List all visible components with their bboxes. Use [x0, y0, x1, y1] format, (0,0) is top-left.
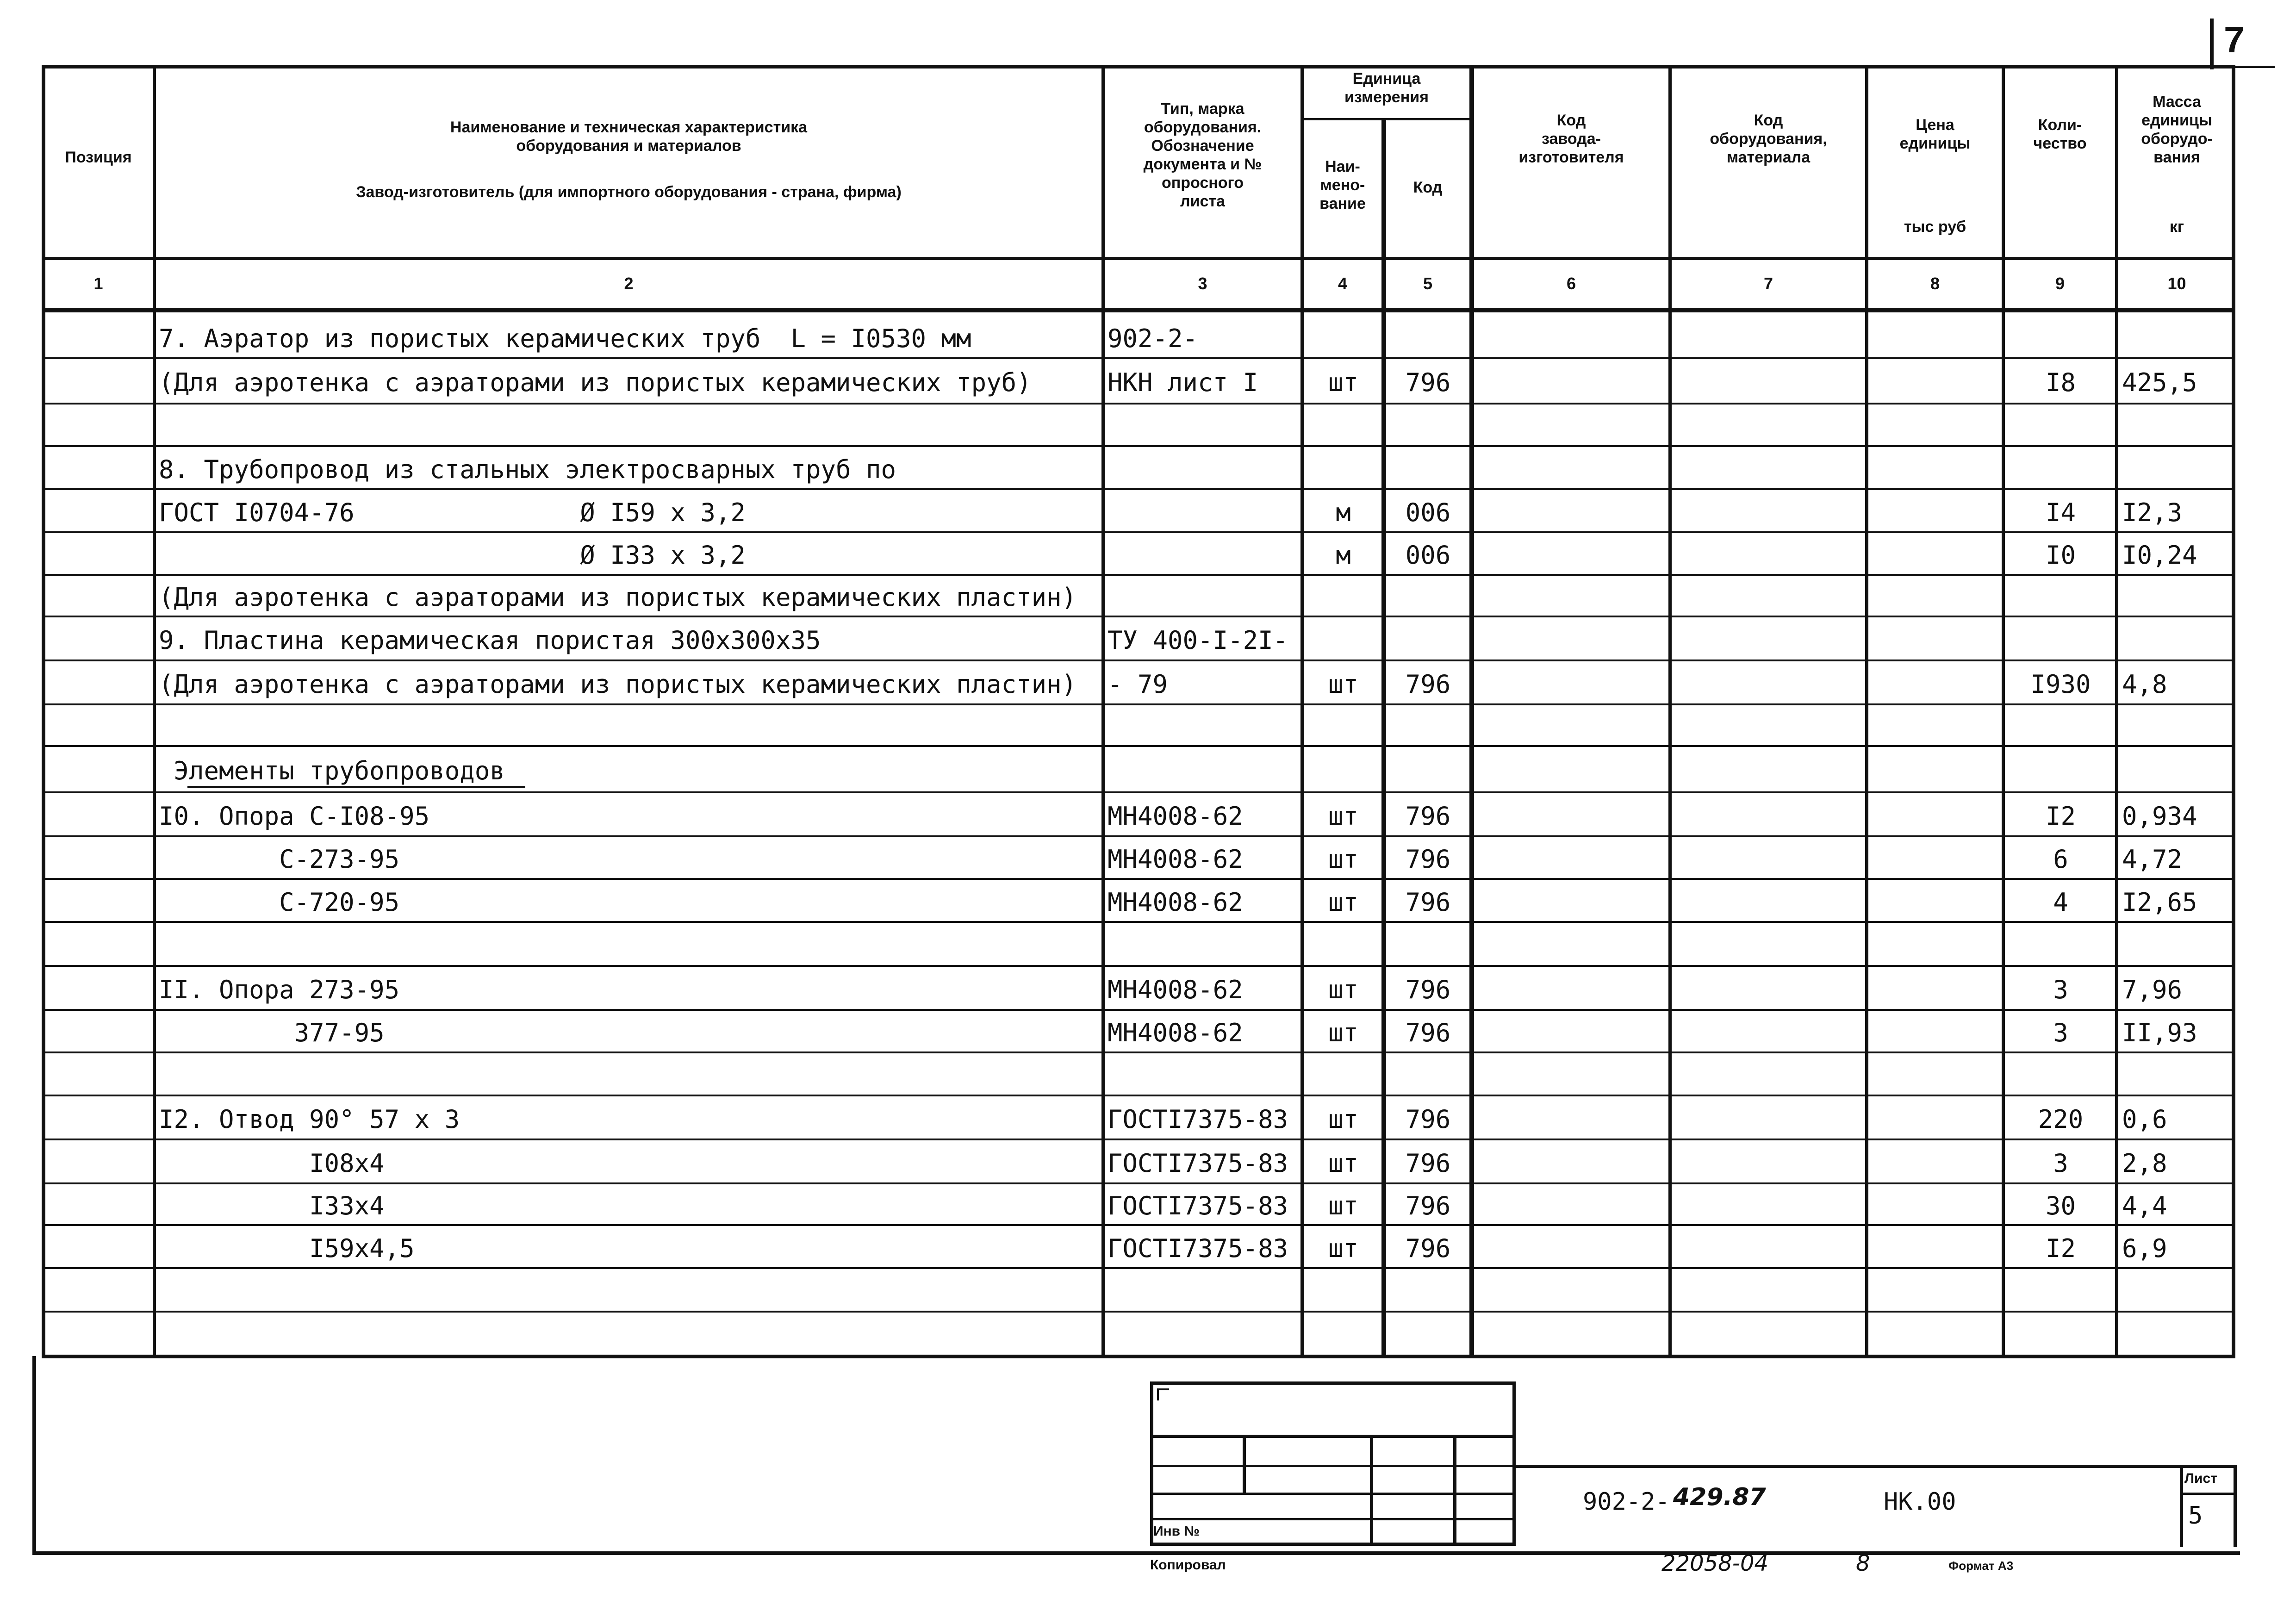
header-plant-code: Код завода- изготовителя	[1518, 112, 1624, 166]
row-unit: шт	[1328, 1233, 1359, 1263]
section-title-underline	[187, 786, 525, 788]
row-mass: 0,934	[2122, 801, 2197, 831]
row-quantity: 6	[2053, 845, 2068, 874]
stamp-doc-code-handwritten: 429.87	[1673, 1483, 1766, 1511]
col-line-1	[153, 65, 156, 1358]
row-unit-code: 796	[1405, 845, 1451, 874]
row-quantity: 30	[2045, 1191, 2076, 1220]
row-name: 8. Трубопровод из стальных электросварных труб по	[159, 454, 896, 484]
stamp-format-label: Формат А3	[1948, 1559, 2014, 1573]
row-name: I33x4	[159, 1191, 385, 1220]
row-mass: I2,65	[2122, 887, 2197, 917]
header-unit-group: Единица измерения	[1344, 70, 1429, 106]
row-unit-code: 796	[1405, 975, 1451, 1004]
row-mass: 425,5	[2122, 368, 2197, 397]
row-name: С-273-95	[159, 845, 400, 874]
row-name: 377-95	[159, 1018, 385, 1047]
row-type: МН4008-62	[1108, 845, 1243, 874]
col-number: 10	[2167, 274, 2186, 293]
row-name: ГОСТ I0704-76 Ø I59 x 3,2	[159, 498, 746, 527]
row-type: - 79	[1108, 669, 1168, 699]
col-line-6	[1668, 65, 1672, 1358]
stamp-corner-mark	[1157, 1388, 1169, 1400]
row-mass: 4,72	[2122, 845, 2183, 874]
row-separator	[42, 531, 2235, 533]
stamp-hand-note: 22058-04	[1661, 1550, 1769, 1576]
page-number-bar	[2210, 19, 2214, 69]
row-unit: шт	[1328, 368, 1359, 397]
stamp-section: НК.00	[1884, 1488, 1956, 1516]
row-unit-code: 796	[1405, 887, 1451, 917]
row-unit-code: 796	[1405, 669, 1451, 699]
row-type: ГОСТI7375-83	[1108, 1104, 1288, 1134]
col-line-2	[1101, 65, 1105, 1358]
row-unit: шт	[1328, 1148, 1359, 1178]
stamp-doc-code: 902-2-	[1583, 1488, 1670, 1516]
header-price-unit: тыс руб	[1904, 218, 1966, 236]
col-line-8	[2002, 65, 2005, 1358]
row-separator	[42, 835, 2235, 837]
row-quantity: I4	[2045, 498, 2076, 527]
header-equipment-code: Код оборудования, материала	[1710, 112, 1827, 166]
row-separator	[42, 1009, 2235, 1011]
col-number: 4	[1338, 274, 1348, 293]
row-mass: 2,8	[2122, 1148, 2167, 1178]
row-unit: шт	[1328, 1018, 1359, 1047]
row-unit: м	[1336, 498, 1351, 527]
row-type: МН4008-62	[1108, 801, 1243, 831]
row-unit-code: 796	[1405, 1018, 1451, 1047]
row-type: МН4008-62	[1108, 887, 1243, 917]
row-name: I08x4	[159, 1148, 385, 1178]
row-separator	[42, 488, 2235, 490]
row-name: 9. Пластина керамическая пористая 300x300x35	[159, 625, 821, 655]
row-separator	[42, 357, 2235, 359]
colnum-bottom-line	[42, 308, 2235, 312]
row-unit: шт	[1328, 801, 1359, 831]
row-name: (Для аэротенка с аэраторами из пористых керамических пластин)	[159, 583, 1077, 612]
row-separator	[42, 616, 2235, 617]
col-number: 2	[624, 274, 634, 293]
col-number: 7	[1763, 274, 1773, 293]
stamp-sheet-divider	[2180, 1465, 2183, 1547]
header-manufacturer: Завод-изготовитель (для импортного оборудования - страна, фирма)	[356, 183, 902, 201]
row-quantity: I2	[2045, 801, 2076, 831]
row-type: ГОСТI7375-83	[1108, 1191, 1288, 1220]
col-number: 1	[93, 274, 103, 293]
row-separator	[42, 1182, 2235, 1184]
col-number: 8	[1930, 274, 1940, 293]
row-separator	[42, 403, 2235, 404]
row-mass: I2,3	[2122, 498, 2183, 527]
stamp-sheet-number: 5	[2188, 1502, 2203, 1530]
stamp-grid-line	[1150, 1493, 1516, 1495]
stamp-small-grid	[1150, 1381, 1516, 1546]
col-line-7	[1865, 65, 1868, 1358]
row-unit-code: 796	[1405, 1148, 1451, 1178]
header-type: Тип, марка оборудования. Обозначение документа и № опросного листа	[1143, 100, 1262, 210]
row-separator	[42, 1139, 2235, 1140]
row-separator	[42, 878, 2235, 880]
row-quantity: I8	[2045, 368, 2076, 397]
row-quantity: 4	[2053, 887, 2068, 917]
row-quantity: I2	[2045, 1233, 2076, 1263]
row-name: Элементы трубопроводов	[159, 756, 505, 785]
stamp-sheet-label: Лист	[2184, 1471, 2217, 1486]
header-quantity: Коли- чество	[2033, 116, 2087, 152]
row-type: МН4008-62	[1108, 1018, 1243, 1047]
row-quantity: 220	[2038, 1104, 2084, 1134]
row-type: НКН лист I	[1108, 368, 1258, 397]
row-separator	[42, 1311, 2235, 1313]
header-bottom-line	[42, 257, 2235, 260]
row-quantity: 3	[2053, 1018, 2068, 1047]
header-mass: Масса единицы оборудо- вания	[2141, 93, 2213, 166]
row-name: (Для аэротенка с аэраторами из пористых керамических пластин)	[159, 669, 1077, 699]
row-separator	[42, 703, 2235, 705]
row-type: МН4008-62	[1108, 975, 1243, 1004]
col-line-5	[1469, 65, 1474, 1358]
col-line-9	[2115, 65, 2118, 1358]
row-name: II. Опора 273-95	[159, 975, 400, 1004]
row-unit-code: 796	[1405, 801, 1451, 831]
row-mass: 4,8	[2122, 669, 2167, 699]
row-name: С-720-95	[159, 887, 400, 917]
col-line-4	[1381, 118, 1386, 1358]
col-number: 3	[1198, 274, 1207, 293]
header-name: Наименование и техническая характеристика оборудования и материалов	[450, 118, 808, 155]
row-type: ГОСТI7375-83	[1108, 1233, 1288, 1263]
row-unit-code: 796	[1405, 1233, 1451, 1263]
stamp-hand-note: 8	[1856, 1550, 1870, 1576]
unit-group-line	[1303, 118, 1474, 120]
header-unit-name: Наи- мено- вание	[1319, 158, 1366, 212]
row-separator	[42, 1052, 2235, 1053]
header-price: Цена единицы	[1899, 116, 1971, 152]
row-quantity: I0	[2045, 541, 2076, 570]
row-name: (Для аэротенка с аэраторами из пористых керамических труб)	[159, 368, 1032, 397]
row-name: 7. Аэратор из пористых керамических труб L = I0530 мм	[159, 324, 971, 353]
row-quantity: 3	[2053, 975, 2068, 1004]
row-name: I2. Отвод 90° 57 x 3	[159, 1104, 460, 1134]
row-mass: 7,96	[2122, 975, 2183, 1004]
row-separator	[42, 445, 2235, 447]
row-separator	[42, 574, 2235, 576]
stamp-inv-label: Инв №	[1153, 1524, 1200, 1539]
row-type: ТУ 400-I-2I-	[1108, 625, 1288, 655]
col-number: 9	[2055, 274, 2065, 293]
row-separator	[42, 965, 2235, 967]
stamp-grid-line	[1453, 1435, 1456, 1546]
row-quantity: 3	[2053, 1148, 2068, 1178]
col-number: 6	[1566, 274, 1576, 293]
header-position: Позиция	[65, 149, 132, 166]
row-unit: шт	[1328, 1104, 1359, 1134]
row-unit: шт	[1328, 845, 1359, 874]
page-number: 7	[2224, 19, 2245, 60]
row-unit: шт	[1328, 975, 1359, 1004]
row-name: I59x4,5	[159, 1233, 415, 1263]
stamp-grid-line	[1150, 1465, 1516, 1467]
row-unit: шт	[1328, 887, 1359, 917]
row-unit-code: 796	[1405, 368, 1451, 397]
row-name: Ø I33 x 3,2	[159, 541, 746, 570]
stamp-grid-line	[1150, 1518, 1516, 1520]
stamp-grid-line	[1150, 1435, 1516, 1438]
header-unit-code: Код	[1413, 179, 1443, 196]
row-mass: 4,4	[2122, 1191, 2167, 1220]
row-name: I0. Опора С-I08-95	[159, 801, 430, 831]
row-mass: I0,24	[2122, 541, 2197, 570]
row-separator	[42, 1224, 2235, 1226]
row-unit-code: 006	[1405, 541, 1451, 570]
row-type: 902-2-	[1108, 324, 1198, 353]
row-separator	[42, 745, 2235, 747]
header-mass-unit: кг	[2169, 218, 2184, 236]
row-unit-code: 796	[1405, 1191, 1451, 1220]
col-number: 5	[1423, 274, 1433, 293]
row-unit: шт	[1328, 669, 1359, 699]
row-separator	[42, 791, 2235, 793]
col-line-3	[1300, 65, 1304, 1358]
row-separator	[42, 921, 2235, 923]
row-unit: м	[1336, 541, 1351, 570]
stamp-grid-line	[1370, 1435, 1373, 1546]
row-mass: II,93	[2122, 1018, 2197, 1047]
stamp-sheet-divider	[2180, 1493, 2237, 1495]
row-unit-code: 796	[1405, 1104, 1451, 1134]
row-separator	[42, 1095, 2235, 1096]
row-separator	[42, 1267, 2235, 1269]
stamp-copied-label: Копировал	[1150, 1557, 1226, 1573]
row-mass: 6,9	[2122, 1233, 2167, 1263]
row-unit: шт	[1328, 1191, 1359, 1220]
row-quantity: I930	[2030, 669, 2091, 699]
row-type: ГОСТI7375-83	[1108, 1148, 1288, 1178]
stamp-grid-line	[1243, 1435, 1246, 1495]
row-unit-code: 006	[1405, 498, 1451, 527]
row-separator	[42, 660, 2235, 661]
row-mass: 0,6	[2122, 1104, 2167, 1134]
